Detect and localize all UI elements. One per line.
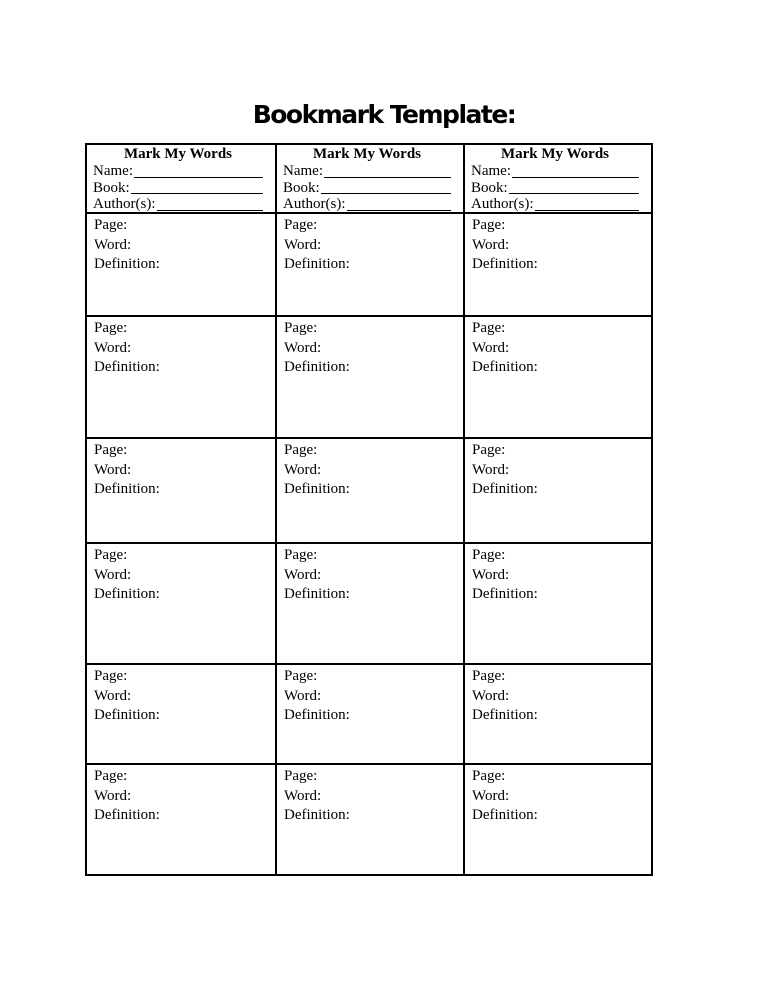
entry-cell	[465, 437, 651, 542]
entry-cell	[465, 763, 651, 874]
name-label: Name:	[283, 163, 323, 179]
definition-label: Definition:	[94, 707, 160, 723]
definition-label: Definition:	[284, 586, 350, 602]
entry-cell	[277, 542, 463, 663]
bookmark-column-3	[463, 145, 651, 874]
word-label: Word:	[472, 787, 510, 804]
word-label: Word:	[94, 787, 132, 804]
entry-cell	[87, 663, 275, 763]
page-label: Page:	[94, 768, 128, 784]
definition-label: Definition:	[94, 807, 160, 823]
definition-label: Definition:	[284, 807, 350, 823]
entry-cell	[277, 663, 463, 763]
bookmark-column-1	[87, 145, 275, 874]
name-label: Name:	[93, 163, 133, 179]
bookmark-table	[85, 143, 653, 876]
definition-label: Definition:	[472, 256, 538, 272]
entry-cell	[87, 315, 275, 437]
word-label: Word:	[94, 687, 132, 704]
page-label: Page:	[284, 320, 318, 336]
entry-cell	[87, 437, 275, 542]
word-label: Word:	[284, 566, 322, 583]
book-blank-line	[509, 193, 639, 194]
book-blank-line	[131, 193, 263, 194]
word-label: Word:	[284, 787, 322, 804]
word-label: Word:	[472, 566, 510, 583]
definition-label: Definition:	[284, 359, 350, 375]
entry-cell	[465, 663, 651, 763]
entry-cell	[277, 315, 463, 437]
authors-label: Author(s):	[93, 196, 156, 212]
book-field-row	[283, 180, 451, 197]
authors-blank-line	[157, 210, 264, 211]
entry-cell	[465, 212, 651, 315]
authors-field-row	[471, 196, 639, 212]
entry-cell	[87, 542, 275, 663]
word-label: Word:	[284, 236, 322, 253]
book-label: Book:	[471, 179, 508, 196]
definition-label: Definition:	[472, 707, 538, 723]
definition-label: Definition:	[284, 707, 350, 723]
name-label: Name:	[471, 163, 511, 179]
page-label: Page:	[94, 547, 128, 563]
authors-label: Author(s):	[471, 196, 534, 212]
definition-label: Definition:	[94, 586, 160, 602]
name-blank-line	[134, 177, 263, 178]
definition-label: Definition:	[94, 481, 160, 497]
word-label: Word:	[284, 461, 322, 478]
page-label: Page:	[472, 217, 506, 233]
page-label: Page:	[284, 217, 318, 233]
bookmark-column-2	[275, 145, 463, 874]
page-label: Page:	[472, 547, 506, 563]
word-label: Word:	[284, 339, 322, 356]
bookmark-header-title: Mark My Words	[500, 146, 610, 162]
entry-cell	[277, 763, 463, 874]
authors-blank-line	[347, 210, 452, 211]
book-field-row	[93, 180, 263, 197]
definition-label: Definition:	[284, 256, 350, 272]
bookmark-header	[465, 145, 651, 212]
bookmark-header	[87, 145, 275, 212]
name-field-row	[93, 163, 263, 180]
word-label: Word:	[472, 461, 510, 478]
definition-label: Definition:	[472, 586, 538, 602]
page-label: Page:	[472, 768, 506, 784]
page-label: Page:	[472, 668, 506, 684]
word-label: Word:	[94, 461, 132, 478]
name-field-row	[471, 163, 639, 180]
word-label: Word:	[472, 687, 510, 704]
book-blank-line	[321, 193, 451, 194]
word-label: Word:	[94, 236, 132, 253]
page-label: Page:	[284, 442, 318, 458]
entry-cell	[87, 212, 275, 315]
name-blank-line	[324, 177, 451, 178]
page-label: Page:	[284, 768, 318, 784]
page-label: Page:	[94, 217, 128, 233]
definition-label: Definition:	[472, 807, 538, 823]
definition-label: Definition:	[94, 359, 160, 375]
name-blank-line	[512, 177, 639, 178]
entry-cell	[465, 542, 651, 663]
bookmark-header	[277, 145, 463, 212]
page-label: Page:	[472, 320, 506, 336]
word-label: Word:	[94, 566, 132, 583]
definition-label: Definition:	[472, 481, 538, 497]
page-title: Bookmark Template:	[252, 99, 516, 129]
word-label: Word:	[472, 236, 510, 253]
entry-cell	[465, 315, 651, 437]
bookmark-header-title: Mark My Words	[123, 146, 233, 162]
bookmark-header-title: Mark My Words	[312, 146, 422, 162]
authors-field-row	[283, 196, 451, 212]
page-label: Page:	[94, 668, 128, 684]
authors-blank-line	[535, 210, 640, 211]
authors-field-row	[93, 196, 263, 212]
book-field-row	[471, 180, 639, 197]
book-label: Book:	[283, 179, 320, 196]
entry-cell	[87, 763, 275, 874]
definition-label: Definition:	[472, 359, 538, 375]
page-label: Page:	[94, 320, 128, 336]
entry-cell	[277, 437, 463, 542]
page-label: Page:	[94, 442, 128, 458]
definition-label: Definition:	[284, 481, 350, 497]
page-label: Page:	[284, 668, 318, 684]
word-label: Word:	[94, 339, 132, 356]
authors-label: Author(s):	[283, 196, 346, 212]
entry-cell	[277, 212, 463, 315]
word-label: Word:	[472, 339, 510, 356]
name-field-row	[283, 163, 451, 180]
definition-label: Definition:	[94, 256, 160, 272]
page-label: Page:	[472, 442, 506, 458]
word-label: Word:	[284, 687, 322, 704]
page-label: Page:	[284, 547, 318, 563]
book-label: Book:	[93, 179, 130, 196]
